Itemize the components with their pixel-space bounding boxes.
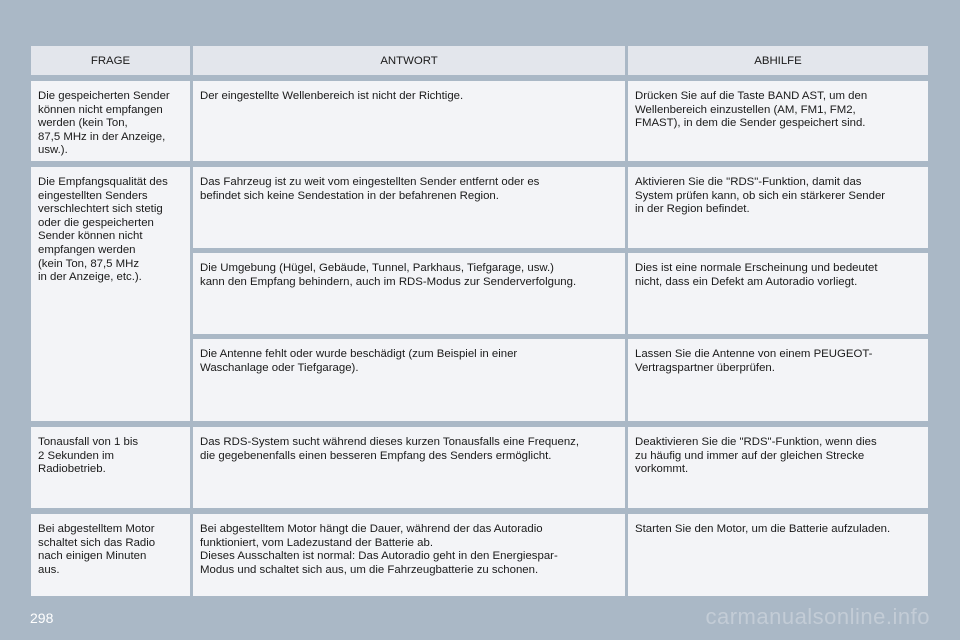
frage-cell-2: Die Empfangsqualität des eingestellten Senders verschlechtert sich stetig oder die gespeicherten Sender können nicht empfangen werden (kein Ton, 87,5 MHz in der Anzeige, etc.).: [31, 167, 190, 421]
abhilfe-cell-3: Deaktivieren Sie die "RDS"-Funktion, wenn dies zu häufig und immer auf der gleichen Strecke vorkommt.: [628, 427, 928, 508]
antwort-cell-3: Das RDS-System sucht während dieses kurzen Tonausfalls eine Frequenz, die gegebenenfalls einen besseren Empfang des Senders ermöglicht.: [193, 427, 625, 508]
header-antwort: ANTWORT: [193, 46, 625, 75]
antwort-cell-2b: Die Umgebung (Hügel, Gebäude, Tunnel, Parkhaus, Tiefgarage, usw.) kann den Empfang behindern, auch im RDS-Modus zur Senderverfolgung.: [193, 253, 625, 334]
frage-cell-3: Tonausfall von 1 bis 2 Sekunden im Radiobetrieb.: [31, 427, 190, 508]
page-number: 298: [30, 610, 54, 626]
abhilfe-cell-2a: Aktivieren Sie die "RDS"-Funktion, damit das System prüfen kann, ob sich ein stärkerer Sender in der Region befindet.: [628, 167, 928, 248]
antwort-cell-1: Der eingestellte Wellenbereich ist nicht der Richtige.: [193, 81, 625, 161]
abhilfe-cell-2b: Dies ist eine normale Erscheinung und bedeutet nicht, dass ein Defekt am Autoradio vorliegt.: [628, 253, 928, 334]
abhilfe-cell-4: Starten Sie den Motor, um die Batterie aufzuladen.: [628, 514, 928, 596]
header-frage: FRAGE: [31, 46, 190, 75]
frage-cell-4: Bei abgestelltem Motor schaltet sich das Radio nach einigen Minuten aus.: [31, 514, 190, 596]
frage-cell-1: Die gespeicherten Sender können nicht empfangen werden (kein Ton, 87,5 MHz in der Anzeige, usw.).: [31, 81, 190, 161]
abhilfe-cell-1: Drücken Sie auf die Taste BAND AST, um den Wellenbereich einzustellen (AM, FM1, FM2, FMAST), in dem die Sender gespeichert sind.: [628, 81, 928, 161]
antwort-cell-2c: Die Antenne fehlt oder wurde beschädigt (zum Beispiel in einer Waschanlage oder Tiefgarage).: [193, 339, 625, 421]
watermark: carmanualsonline.info: [705, 604, 930, 629]
antwort-cell-4: Bei abgestelltem Motor hängt die Dauer, während der das Autoradio funktioniert, vom Ladezustand der Batterie ab. Dieses Ausschalten ist normal: Das Autoradio geht in den Energiespar- Modus und schaltet sich aus, um die Fahrzeugbatterie zu schonen.: [193, 514, 625, 596]
abhilfe-cell-2c: Lassen Sie die Antenne von einem PEUGEOT- Vertragspartner überprüfen.: [628, 339, 928, 421]
header-abhilfe: ABHILFE: [628, 46, 928, 75]
antwort-cell-2a: Das Fahrzeug ist zu weit vom eingestellten Sender entfernt oder es befindet sich keine Sendestation in der befahrenen Region.: [193, 167, 625, 248]
